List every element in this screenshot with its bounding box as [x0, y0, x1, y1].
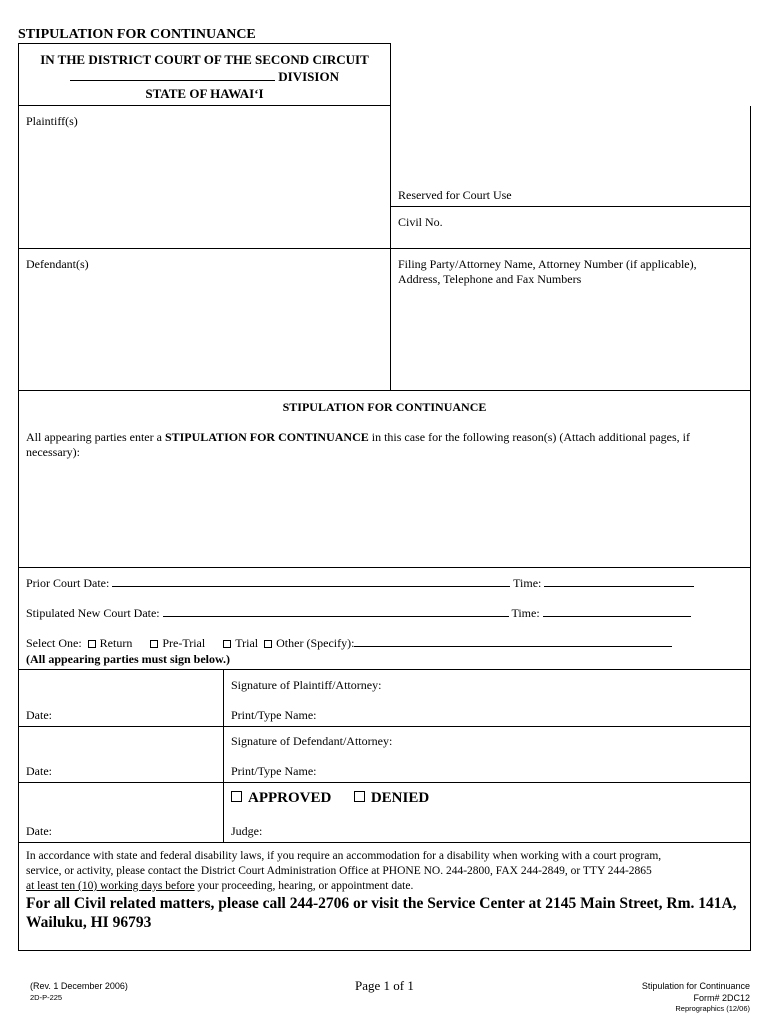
- signature-bottom-line: [18, 842, 751, 843]
- prior-court-time-field[interactable]: [544, 576, 694, 587]
- trial-checkbox[interactable]: [223, 640, 231, 648]
- footer-form-name: Stipulation for Continuance: [641, 981, 750, 991]
- return-checkbox[interactable]: [88, 640, 96, 648]
- plaintiff-divider: [18, 248, 390, 249]
- plaintiff-print-name-label: Print/Type Name:: [231, 708, 317, 722]
- plaintiff-signature-field[interactable]: [430, 674, 745, 696]
- signature-row-line-1: [18, 726, 751, 727]
- footer-revision: (Rev. 1 December 2006): [30, 981, 128, 991]
- state-name: STATE OF HAWAI‘I: [145, 86, 264, 101]
- civil-matters-line2: Wailuku, HI 96793: [26, 914, 152, 931]
- civil-no-label: Civil No.: [398, 215, 443, 229]
- approved-checkbox[interactable]: [231, 791, 242, 802]
- plaintiff-date-label: Date:: [26, 708, 52, 722]
- signature-row-line-2: [18, 782, 751, 783]
- signature-top-line: [18, 669, 751, 670]
- defendant-label: Defendant(s): [26, 257, 89, 271]
- civil-no-field[interactable]: [450, 212, 745, 244]
- stipulation-heading: STIPULATION FOR CONTINUANCE: [282, 400, 487, 414]
- new-court-date-row: Stipulated New Court Date: Time:: [26, 606, 691, 621]
- filing-party-label-1: Filing Party/Attorney Name, Attorney Number (if applicable),: [398, 257, 697, 271]
- defendant-field[interactable]: [20, 272, 388, 388]
- stipulation-text-line1: All appearing parties enter a STIPULATION FOR CONTINUANCE in this case for the following reason(s) (Attach additional pages, if: [26, 430, 690, 444]
- judge-label: Judge:: [231, 824, 263, 838]
- new-court-date-field[interactable]: [163, 606, 509, 617]
- other-specify-field[interactable]: [354, 636, 672, 647]
- defendant-date-field[interactable]: [64, 760, 214, 780]
- reserved-court-use-label: Reserved for Court Use: [398, 188, 512, 202]
- caption-bottom-line: [18, 390, 751, 391]
- other-checkbox[interactable]: [264, 640, 272, 648]
- filing-party-field[interactable]: [392, 290, 748, 388]
- civil-matters-line1: For all Civil related matters, please call 244-2706 or visit the Service Center at 2145 Main Street, Rm. 141A,: [26, 895, 737, 912]
- plaintiff-date-field[interactable]: [64, 704, 214, 724]
- filing-party-label-2: Address, Telephone and Fax Numbers: [398, 272, 582, 286]
- footer-page-number: Page 1 of 1: [355, 978, 414, 993]
- plaintiff-signature-label: Signature of Plaintiff/Attorney:: [231, 678, 382, 692]
- footer-reprographics: Reprographics (12/06): [675, 1004, 750, 1013]
- judge-date-field[interactable]: [64, 820, 214, 840]
- reasons-field[interactable]: [22, 462, 746, 564]
- select-one-row: Select One: Return Pre-Trial Trial Other (Specify):: [26, 636, 672, 651]
- court-name: IN THE DISTRICT COURT OF THE SECOND CIRCUIT: [40, 52, 369, 67]
- division-line: DIVISION: [18, 69, 391, 85]
- stipulation-text-line2: necessary):: [26, 445, 80, 459]
- new-court-time-field[interactable]: [543, 606, 691, 617]
- plaintiff-field[interactable]: [20, 128, 388, 246]
- pre-trial-checkbox[interactable]: [150, 640, 158, 648]
- civil-no-bottom-line: [390, 248, 751, 249]
- defendant-signature-field[interactable]: [430, 730, 745, 752]
- plaintiff-print-name-field[interactable]: [330, 704, 745, 724]
- footer-code: 2D-P-225: [30, 993, 63, 1002]
- form-title: STIPULATION FOR CONTINUANCE: [18, 27, 256, 42]
- judge-signature-field[interactable]: [272, 820, 745, 840]
- prior-court-date-field[interactable]: [112, 576, 510, 587]
- defendant-print-name-label: Print/Type Name:: [231, 764, 317, 778]
- division-blank[interactable]: [70, 70, 275, 81]
- defendant-date-label: Date:: [26, 764, 52, 778]
- ada-notice-line1: In accordance with state and federal disability laws, if you require an accommodation for a disability when working with a court program,: [26, 850, 662, 862]
- approval-row: APPROVED DENIED: [231, 790, 429, 807]
- defendant-print-name-field[interactable]: [330, 760, 745, 780]
- judge-date-label: Date:: [26, 824, 52, 838]
- sign-note: (All appearing parties must sign below.): [26, 652, 231, 666]
- signature-divider: [223, 669, 224, 842]
- prior-court-date-row: Prior Court Date: Time:: [26, 576, 694, 591]
- ada-notice-line2: service, or activity, please contact the District Court Administration Office at PHONE NO. 244-2800, FAX 244-2849, or TTY 244-2865: [26, 865, 652, 877]
- footer-form-number: Form# 2DC12: [693, 993, 750, 1003]
- plaintiff-label: Plaintiff(s): [26, 114, 78, 128]
- denied-checkbox[interactable]: [354, 791, 365, 802]
- ada-notice-line3: at least ten (10) working days before your proceeding, hearing, or appointment date.: [26, 880, 414, 892]
- reasons-bottom-line: [18, 567, 751, 568]
- civil-no-top-line: [390, 206, 751, 207]
- defendant-signature-label: Signature of Defendant/Attorney:: [231, 734, 393, 748]
